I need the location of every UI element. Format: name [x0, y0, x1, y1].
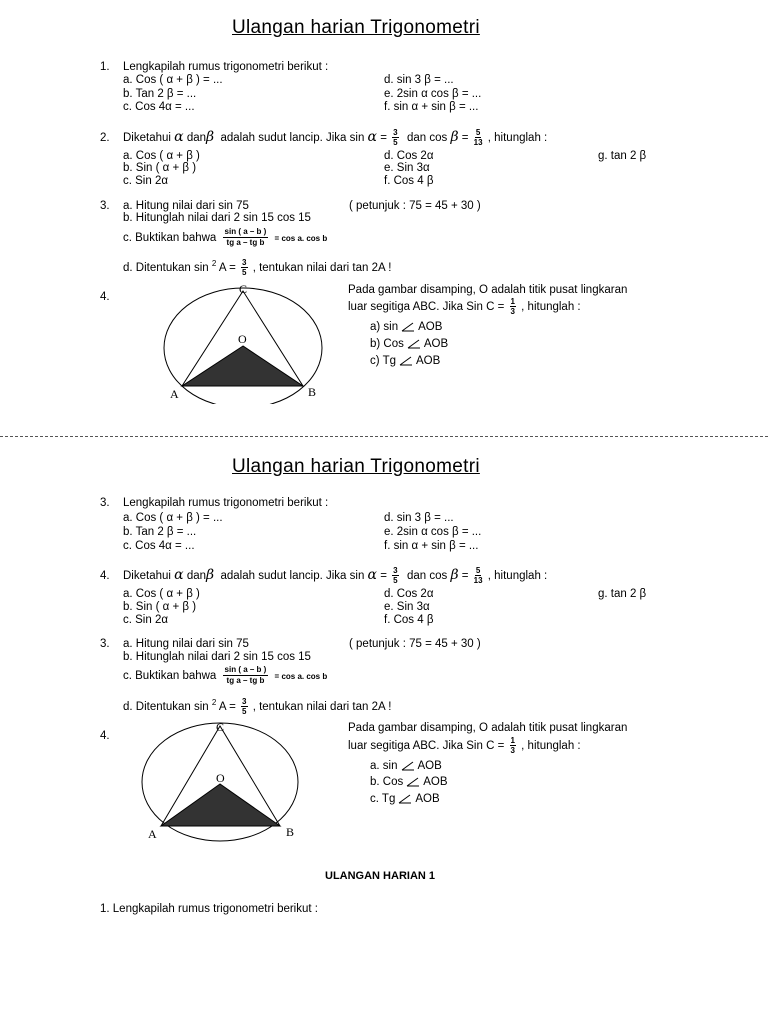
angle-icon	[401, 322, 415, 332]
item-a: a. sin AOB	[370, 760, 442, 772]
item-e: e. Sin 3α	[384, 601, 430, 613]
question-number: 4.	[100, 291, 110, 303]
fraction: $\frac{\sin ( a - b )}{\text{tg a – tg b}}$	[224, 227, 267, 248]
fraction: $\frac{3}{5}$	[242, 697, 247, 717]
item-c: c. Sin 2α	[123, 614, 169, 626]
fraction: $\frac{5}{13}$	[473, 566, 483, 586]
fraction: $\frac{5}{13}$	[473, 128, 483, 148]
item-c: c. Cos 4α = ...	[123, 101, 195, 113]
item-b: b. Hitunglah nilai dari 2 sin 15 cos 15	[123, 651, 311, 663]
fraction: $\frac{\sin ( a - b )}{\text{tg a – tg b}}$	[224, 665, 267, 686]
hint-text: ( petunjuk : 75 = 45 + 30 )	[349, 200, 481, 212]
label-c: C	[216, 720, 225, 734]
item-d: d. Ditentukan sin $^2$ A = $\frac{3}{5}$ , tentukan nilai dari tan 2A !	[123, 697, 392, 717]
item-c: c. Sin 2α	[123, 175, 169, 187]
item-d: d. sin 3 β = ...	[384, 512, 454, 524]
item-d: d. sin 3 β = ...	[384, 74, 454, 86]
angle-icon	[398, 794, 412, 804]
angle-icon	[401, 761, 415, 771]
question-text: 1. Lengkapilah rumus trigonometri berikut :	[100, 903, 318, 915]
item-b: b. Sin ( α + β )	[123, 601, 197, 613]
circle-triangle-diagram	[140, 720, 310, 844]
item-c: c. Buktikan bahwa $\frac{\sin ( a - b )}{\text{tg a – tg b}}$ = cos a. cos b	[123, 665, 328, 686]
item-b: b) Cos AOB	[370, 338, 449, 350]
question-text: Diketahui α danβ adalah sudut lancip. Jika sin α = $\frac{3}{5}$ dan cos β = $\frac{5}{13}$ , hitunglah :	[123, 128, 548, 148]
item-a: a. Hitung nilai dari sin 75	[123, 638, 249, 650]
hint-text: ( petunjuk : 75 = 45 + 30 )	[349, 638, 481, 650]
label-o: O	[216, 771, 225, 785]
question-text: Pada gambar disamping, O adalah titik pusat lingkaran	[348, 284, 628, 296]
question-number: 4.	[100, 730, 110, 742]
fraction: $\frac{1}{3}$	[510, 297, 515, 317]
item-a: a. Cos ( α + β ) = ...	[123, 74, 223, 86]
label-b: B	[308, 385, 317, 399]
question-text: Diketahui α danβ adalah sudut lancip. Jika sin α = $\frac{3}{5}$ dan cos β = $\frac{5}{13}$ , hitunglah :	[123, 566, 548, 586]
label-c: C	[239, 282, 248, 296]
item-b: b. Tan 2 β = ...	[123, 526, 197, 538]
question-number: 3.	[100, 497, 110, 509]
page-title: Ulangan harian Trigonometri	[232, 17, 480, 38]
question-text: luar segitiga ABC. Jika Sin C = $\frac{1}{3}$ , hitunglah :	[348, 297, 581, 317]
item-f: f. sin α + sin β = ...	[384, 540, 479, 552]
fraction: $\frac{3}{5}$	[242, 258, 247, 278]
item-b: b. Cos AOB	[370, 776, 448, 788]
label-o: O	[238, 332, 247, 346]
angle-icon	[399, 356, 413, 366]
question-number: 3.	[100, 200, 110, 212]
section-heading: ULANGAN HARIAN 1	[325, 870, 435, 882]
fraction: $\frac{3}{5}$	[393, 566, 398, 586]
angle-icon	[407, 339, 421, 349]
item-c: c. Cos 4α = ...	[123, 540, 195, 552]
item-a: a. Cos ( α + β ) = ...	[123, 512, 223, 524]
item-b: b. Hitunglah nilai dari 2 sin 15 cos 15	[123, 212, 311, 224]
item-g: g. tan 2 β	[598, 588, 647, 600]
item-d: d. Ditentukan sin $^2$ A = $\frac{3}{5}$ , tentukan nilai dari tan 2A !	[123, 258, 392, 278]
item-b: b. Tan 2 β = ...	[123, 88, 197, 100]
item-g: g. tan 2 β	[598, 150, 647, 162]
question-number: 2.	[100, 132, 110, 144]
fraction: $\frac{1}{3}$	[510, 736, 515, 756]
label-b: B	[286, 825, 295, 839]
item-a: a. Hitung nilai dari sin 75	[123, 200, 249, 212]
question-text: luar segitiga ABC. Jika Sin C = $\frac{1}{3}$ , hitunglah :	[348, 736, 581, 756]
item-d: d. Cos 2α	[384, 588, 434, 600]
question-text: Lengkapilah rumus trigonometri berikut :	[123, 497, 329, 509]
label-a: A	[148, 827, 157, 841]
item-f: f. Cos 4 β	[384, 614, 434, 626]
circle-triangle-diagram	[160, 282, 330, 404]
question-text: Lengkapilah rumus trigonometri berikut :	[123, 61, 329, 73]
item-c: c) Tg AOB	[370, 355, 441, 367]
cut-line-divider	[0, 436, 768, 437]
question-number: 1.	[100, 61, 110, 73]
item-c: c. Tg AOB	[370, 793, 440, 805]
fraction: $\frac{3}{5}$	[393, 128, 398, 148]
item-f: f. sin α + sin β = ...	[384, 101, 479, 113]
item-e: e. 2sin α cos β = ...	[384, 88, 482, 100]
question-text: Pada gambar disamping, O adalah titik pusat lingkaran	[348, 722, 628, 734]
item-f: f. Cos 4 β	[384, 175, 434, 187]
question-number: 3.	[100, 638, 110, 650]
question-number: 4.	[100, 570, 110, 582]
item-c: c. Buktikan bahwa $\frac{\sin ( a - b )}{\text{tg a – tg b}}$ = cos a. cos b	[123, 227, 328, 248]
item-a: a. Cos ( α + β )	[123, 150, 200, 162]
item-b: b. Sin ( α + β )	[123, 162, 197, 174]
item-a: a) sin AOB	[370, 321, 443, 333]
page-title: Ulangan harian Trigonometri	[232, 456, 480, 477]
item-e: e. Sin 3α	[384, 162, 430, 174]
angle-icon	[406, 777, 420, 787]
item-d: d. Cos 2α	[384, 150, 434, 162]
item-a: a. Cos ( α + β )	[123, 588, 200, 600]
item-e: e. 2sin α cos β = ...	[384, 526, 482, 538]
label-a: A	[170, 387, 179, 401]
